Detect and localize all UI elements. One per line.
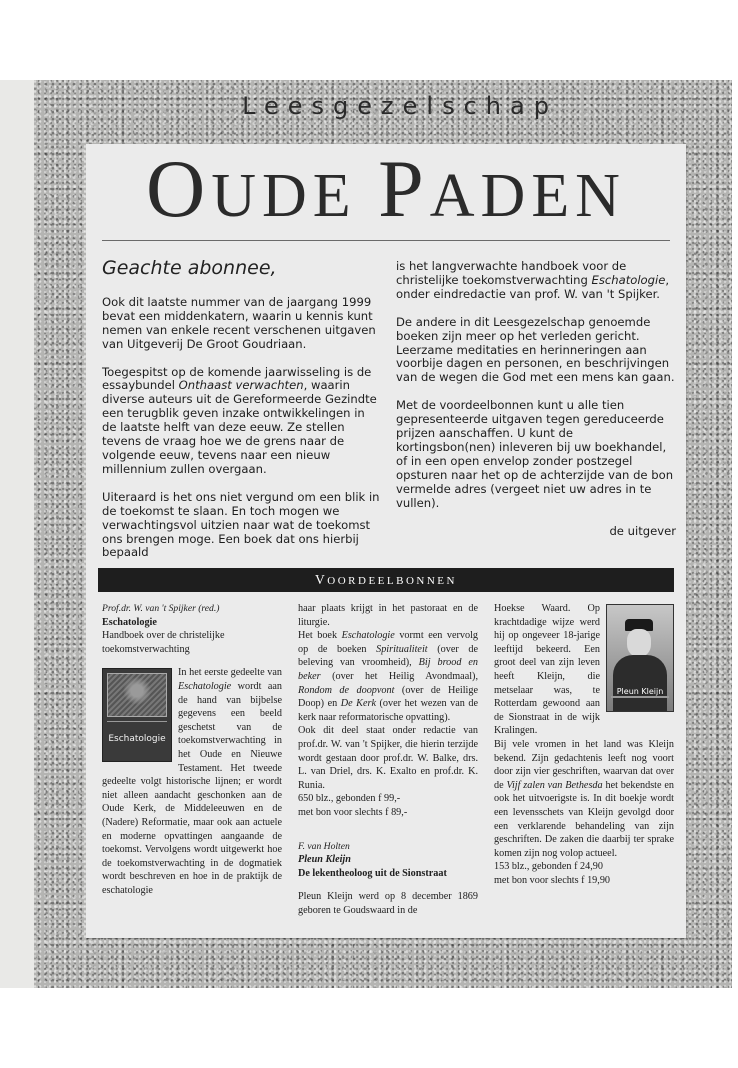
portrait-face xyxy=(627,629,651,657)
portrait-photo xyxy=(606,604,674,712)
book2-subtitle: De lekentheoloog uit de Sionstraat xyxy=(298,867,447,879)
content-panel xyxy=(86,144,686,938)
cover-title: Eschatologie xyxy=(108,734,166,745)
portrait-caption-rule xyxy=(611,696,669,698)
book2-text-1: Pleun Kleijn werd op 8 december 1869 geboren te Goudswaard in de xyxy=(298,891,478,916)
book2-author: F. van Holten xyxy=(298,840,350,852)
page-edge xyxy=(0,80,34,988)
signature: de uitgever xyxy=(609,523,676,538)
book1-subtitle: Handboek over de christelijke toekomstverwachting xyxy=(102,630,225,655)
cover-artwork xyxy=(107,673,167,717)
book2-title: Pleun Kleijn xyxy=(298,854,351,866)
masthead-rest-aden: ADEN xyxy=(429,162,626,230)
kicker-title: Leesgezelschap xyxy=(242,92,558,120)
book2-text-2: Hoekse Waard. Op krachtdadige wijze werd hij op ongeveer 18-jarige leeftijd bekeerd. Een groot deel van zijn leven heeft Kleijn, die metselaar was, te Rotterdam gewoond aan de Sionstraat in de wijk Kralingen. xyxy=(494,603,600,737)
letter-paragraph-5: De andere in dit Leesgezelschap genoemde boeken zijn meer op het verleden gericht. Leerzame meditaties en herinneringen aan voorbije dagen en personen, en beschrijvingen van de wegen die God met een mens kan gaan. xyxy=(396,314,675,385)
portrait-body xyxy=(613,655,667,712)
book1-price: 650 blz., gebonden f 99,- xyxy=(298,793,401,805)
book2-bon-price: met bon voor slechts f 19,90 xyxy=(494,874,611,886)
portrait-caption: Pleun Kleijn xyxy=(616,687,664,696)
book1-author: Prof.dr. W. van 't Spijker (red.) xyxy=(102,603,220,614)
salutation: Geachte abonnee, xyxy=(102,257,277,279)
book1-text-1: In het eerste gedeelte van Eschatologie wordt aan de hand van bijbelse gegevens een beeld geschetst van de toekomstverwachting in het Oude en Nieuwe Testament. Het tweede gedeelte volgt historische lijnen; er wordt niet alleen aandacht geschonken aan de Oude Kerk, de Middeleeuwen en de (Nadere) Reformatie, maar ook aan actuele en moderne opvattingen aangaande de toekomst. Vervolgens wordt uitgewerkt hoe de toekomstverwachting in de dogmatiek wordt beschreven en hoe in de praktijk de eschatologie xyxy=(102,667,282,896)
book1-text-4: Ook dit deel staat onder redactie van prof.dr. W. van 't Spijker, die hierin terzijde wordt gestaan door prof.dr. W. Balke, drs. L. van Driel, drs. K. Exalto en prof.dr. K. Runia. xyxy=(298,725,478,791)
letter-paragraph-1: Ook dit laatste nummer van de jaargang 1999 bevat een middenkatern, waarin u kennis kunt nemen van enkele recent verschenen uitgaven van Uitgeverij De Groot Goudriaan. xyxy=(102,294,376,351)
book1-title: Eschatologie xyxy=(102,616,157,628)
letter-paragraph-2: Toegespitst op de komende jaarwisseling is de essaybundel Onthaast verwachten, waarin diverse auteurs uit de Gereformeerde Gezindte een terugblik geven inzake ontwikkelingen in de laatste helft van deze eeuw. Ze stellen tevens de vraag hoe we de grens naar de volgende eeuw, tevens naar een nieuw millennium zullen overgaan. xyxy=(102,364,377,476)
cover-rule xyxy=(107,721,167,728)
masthead xyxy=(86,143,686,234)
section-banner: VOORDEELBONNEN xyxy=(98,568,674,592)
letter-column-right xyxy=(396,260,676,538)
book2-text-3: Bij vele vromen in het land was Kleijn bekend. Zijn gedachtenis leeft nog voort door zijn vier geschriften, waarvan dat over de Vijf zalen van Bethesda het bekendste en ook het uitvoerigste is. In dit boekje wordt een levensschets van Kleijn gevolgd door een verklarende behandeling van zijn geschriften. De zaken die daarbij ter sprake komen zijn nog volop actueel. xyxy=(494,738,675,859)
letter-column-left xyxy=(102,257,380,574)
masthead-rest-ude: UDE xyxy=(211,162,379,230)
book-cover-image xyxy=(102,668,172,762)
book1-text-2: haar plaats krijgt in het pastoraat en de liturgie. xyxy=(298,603,478,628)
book1-text-3: Het boek Eschatologie vormt een vervolg op de boeken Spiritualiteit (over de beleving van vroomheid), Bij brood en beker (over het Heilig Avondmaal), Rondom de doopvont (over de Heilige Doop) en De Kerk (over het wezen van de kerk naar reformatorische opvatting). xyxy=(298,630,479,723)
letter-paragraph-3: Uiteraard is het ons niet vergund om een blik in de toekomst te slaan. En toch mogen we verwachtingsvol uitzien naar wat de toekomst ons brengen moge. Een boek dat ons hierbij bepaald xyxy=(102,489,380,560)
book1-bon-price: met bon voor slechts f 89,- xyxy=(298,806,408,818)
masthead-initial-p: P xyxy=(378,143,430,234)
letter-paragraph-6: Met de voordeelbonnen kunt u alle tien gepresenteerde uitgaven tegen gereduceerde prijzen aanschaffen. U kunt de kortingsbon(nen) inleveren bij uw boekhandel, of in een open envelop zonder postzegel opsturen naar het op de achterzijde van de bon vermelde adres (vergeet niet uw adres in te vullen). xyxy=(396,398,674,510)
book-column-1 xyxy=(102,602,282,897)
book-column-2 xyxy=(298,602,478,917)
letter-paragraph-4: is het langverwachte handboek voor de christelijke toekomstverwachting Eschatologie, onder eindredactie van prof. W. van 't Spijker. xyxy=(396,259,670,301)
masthead-initial-o: O xyxy=(146,143,212,234)
book-column-3 xyxy=(494,602,674,887)
masthead-rule xyxy=(102,240,670,241)
book2-price: 153 blz., gebonden f 24,90 xyxy=(494,861,603,873)
